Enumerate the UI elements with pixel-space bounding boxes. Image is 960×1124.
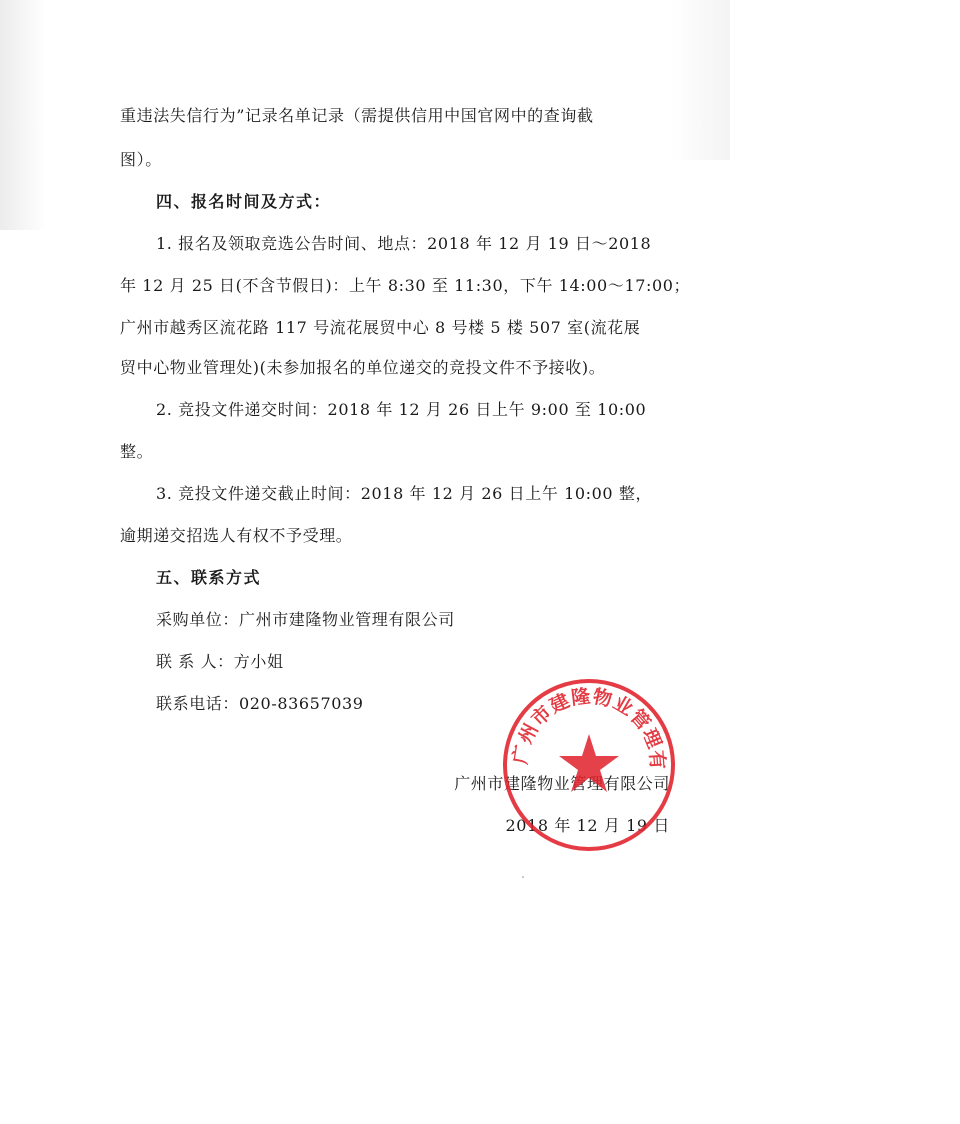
section-heading-contact: 五、联系方式 (156, 568, 262, 587)
body-text-line: 重违法失信行为”记录名单记录（需提供信用中国官网中的查询截 (120, 106, 594, 125)
body-text-line: 贸中心物业管理处)(未参加报名的单位递交的竞投文件不予接收)。 (120, 358, 606, 377)
body-text-line: 3. 竞投文件递交截止时间：2018 年 12 月 26 日上午 10:00 整， (156, 484, 653, 503)
body-text-line: 逾期递交招选人有权不予受理。 (120, 526, 353, 545)
scan-speck (522, 876, 524, 878)
contact-purchaser: 采购单位：广州市建隆物业管理有限公司 (156, 610, 455, 629)
seal-icon (500, 676, 678, 854)
contact-phone: 联系电话：020-83657039 (156, 694, 364, 713)
body-text-line: 广州市越秀区流花路 117 号流花展贸中心 8 号楼 5 楼 507 室(流花展 (120, 318, 641, 337)
section-heading-registration: 四、报名时间及方式： (156, 192, 332, 211)
body-text-line: 整。 (120, 442, 154, 461)
svg-text:广州市建隆物业管理有限公司: 广州市建隆物业管理有 (509, 685, 669, 772)
company-seal (500, 676, 678, 854)
scan-shadow (670, 0, 730, 160)
body-text-line: 图）。 (120, 150, 162, 169)
contact-person: 联 系 人：方小姐 (156, 652, 284, 671)
scan-shadow (0, 0, 46, 230)
body-text-line: 2. 竞投文件递交时间：2018 年 12 月 26 日上午 9:00 至 10:00 (156, 400, 647, 419)
signature-company: 广州市建隆物业管理有限公司 (454, 774, 670, 793)
signature-date: 2018 年 12 月 19 日 (505, 816, 670, 835)
body-text-line: 年 12 月 25 日(不含节假日)：上午 8:30 至 11:30，下午 14:00～17:00； (120, 276, 691, 295)
body-text-line: 1. 报名及领取竞选公告时间、地点：2018 年 12 月 19 日～2018 (156, 234, 652, 253)
